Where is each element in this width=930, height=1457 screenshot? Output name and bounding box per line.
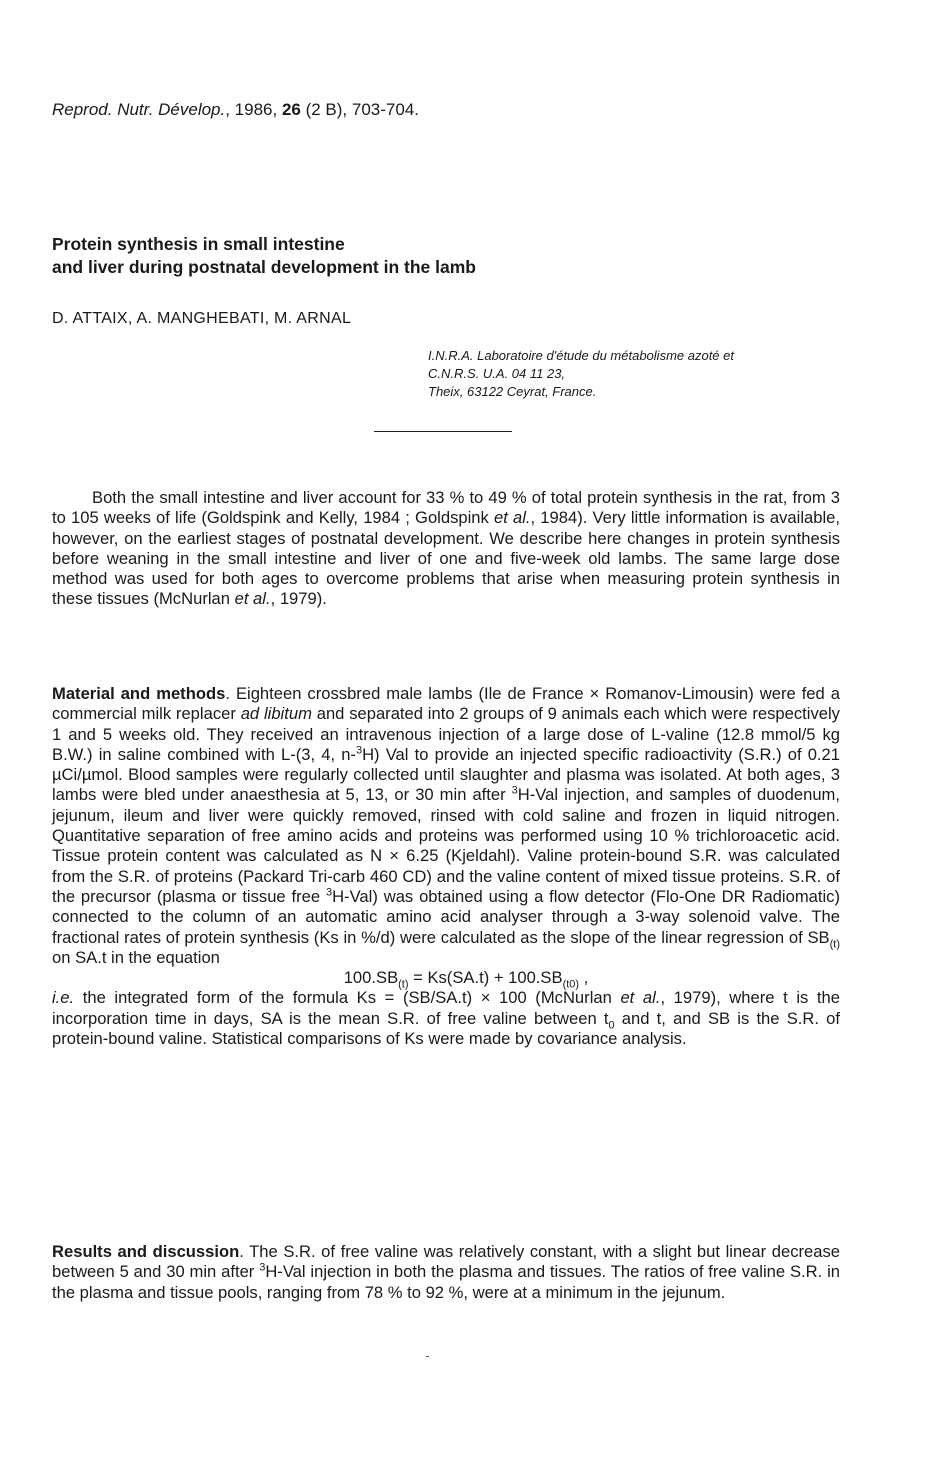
separator-rule [374,431,512,432]
affiliation [428,347,888,401]
methods-text-7: the integrated form of the formula Ks = (SB/SA.t) × 100 (McNurlan [74,988,621,1008]
methods-text-8: , 1979), where t is the incorporation time in days, SA is the mean S.R. of free valine between t [52,988,840,1028]
methods-heading: Material and methods [52,684,226,703]
methods-paragraph [52,684,840,1049]
methods-etal: et al. [620,988,661,1008]
intro-etal-1: et al. [493,508,531,528]
equation-part-c: , [579,968,589,988]
methods-text-6: on SA.t in the equation [52,947,220,967]
equation-part-a: 100.SB [343,968,399,988]
intro-text-a: Both the small intestine and liver account for 33 % to 49 % of total protein synthesis in the rat, from 3 to 105 weeks of life (Goldspink and Kelly, 1984 ; Goldspink [52,488,840,528]
intro-paragraph [52,488,840,610]
methods-text-2: and separated into 2 groups of 9 animals each which were respectively 1 and 5 weeks old. They received an intravenous injection of a large dose of L-valine (12.8 mmol/5 kg B.W.) in saline combined with L-(3, 4, n- [52,704,840,764]
methods-sub-t: (t) [829,937,840,950]
methods-text-9: and t, and SB is the S.R. of protein-bound valine. Statistical comparisons of Ks were made by covariance analysis. [52,1008,840,1049]
equation-sub-2: (t0) [562,978,580,991]
intro-text-c: , 1979). [270,589,327,609]
authors: D. ATTAIX, A. MANGHEBATI, M. ARNAL [52,310,352,327]
methods-ad-libitum: ad libitum [240,704,312,724]
results-paragraph [52,1242,840,1303]
methods-ie: i.e. [52,988,75,1008]
page-mark [426,1356,429,1357]
methods-sub-0: 0 [608,1019,615,1032]
journal-year: , 1986, [225,100,282,119]
methods-sup-2: 3 [511,784,518,797]
equation [52,968,840,991]
journal-name: Reprod. Nutr. Dévelop. [52,100,226,119]
methods-sup-3: 3 [325,886,333,899]
methods-sup-1: 3 [355,744,363,757]
results-heading: Results and discussion [52,1242,240,1261]
journal-citation [52,100,419,120]
methods-text-1: . Eighteen crossbred male lambs (Ile de France × Romanov-Limousin) were fed a commercial milk replacer [52,684,840,724]
equation-sub-1: (t) [398,978,409,991]
journal-volume: 26 [281,100,301,119]
results-text-2: H-Val injection in both the plasma and tissues. The ratios of free valine S.R. in the plasma and tissue pools, ranging from 78 % to 92 %, were at a minimum in the jejunum. [52,1262,840,1302]
affiliation-line-2: C.N.R.S. U.A. 04 11 23, [428,366,566,381]
article-title [52,233,892,279]
results-text-1: . The S.R. of free valine was relatively constant, with a slight but linear decrease between 5 and 30 min after [52,1242,840,1282]
title-line-1: Protein synthesis in small intestine [52,234,345,254]
methods-text-3: H) Val to provide an injected specific radioactivity (S.R.) of 0.21 µCi/µmol. Blood samples were regularly collected until slaughter and plasma was isolated. At both ages, 3 lambs were bled under anaesthesia at 5, 13, or 30 min after [52,744,840,805]
affiliation-line-1: I.N.R.A. Laboratoire d'étude du métabolisme azoté et [428,348,734,363]
intro-text-b: , 1984). Very little information is available, however, on the earliest stages of postnatal development. We describe here changes in protein synthesis before weaning in the small intestine and liver of one and five-week old lambs. The same large dose method was used for both ages to overcome problems that arise when measuring protein synthesis in these tissues (McNurlan [52,508,841,609]
intro-etal-2: et al. [234,589,271,609]
affiliation-line-3: Theix, 63122 Ceyrat, France. [428,384,597,399]
title-line-2: and liver during postnatal development in the lamb [52,257,476,277]
methods-text-5: H-Val) was obtained using a flow detector (Flo-One DR Radiomatic) connected to the column of an automatic amino acid analyser through a 3-way solenoid valve. The fractional rates of protein synthesis (Ks in %/d) were calculated as the slope of the linear regression of SB [52,886,840,947]
methods-text-4: H-Val injection, and samples of duodenum, jejunum, ileum and liver were quickly removed, rinsed with cold saline and frozen in liquid nitrogen. Quantitative separation of free amino acids and proteins was performed using 10 % trichloroacetic acid. Tissue protein content was calculated as N × 6.25 (Kjeldahl). Valine protein-bound S.R. was calculated from the S.R. of proteins (Packard Tri-carb 460 CD) and the valine content of mixed tissue proteins. S.R. of the precursor (plasma or tissue free [52,785,840,906]
journal-issue-pages: (2 B), 703-704. [300,100,419,119]
equation-part-b: = Ks(SA.t) + 100.SB [408,968,563,988]
results-sup: 3 [259,1261,266,1274]
